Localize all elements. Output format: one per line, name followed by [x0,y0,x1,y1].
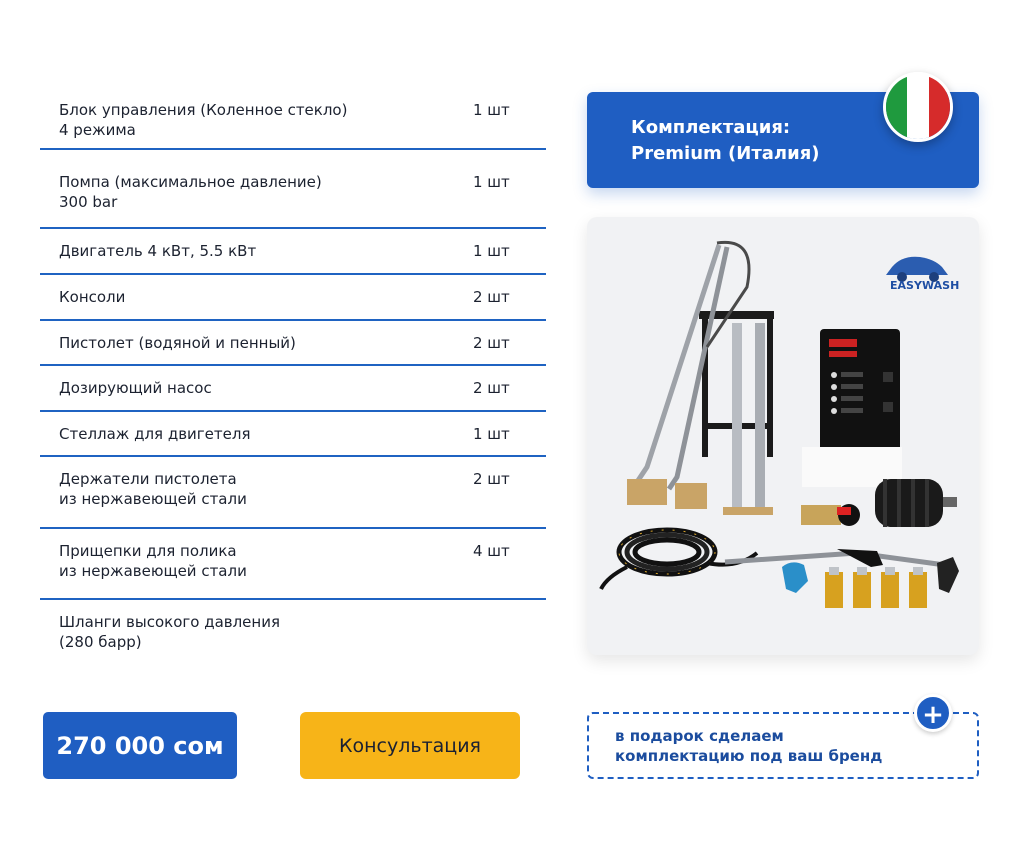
spec-name: Держатели пистолета из нержавеющей стали [59,470,247,508]
spec-qty: 4 шт [473,542,510,560]
spec-name: Консоли [59,288,126,306]
spec-name: Шланги высокого давления (280 барр) [59,613,280,651]
equipment-illustration [587,217,979,655]
spec-row [40,229,546,275]
svg-text:WASH: WASH [922,279,960,292]
spec-name: Двигатель 4 кВт, 5.5 кВт [59,242,257,260]
price-badge: 270 000 сом [43,712,237,779]
easy-wash-logo [886,257,959,292]
spec-qty: 1 шт [473,173,510,191]
spec-row [40,412,546,457]
control-unit [802,329,902,487]
spec-name: Дозирующий насос [59,379,212,397]
spec-row [40,529,546,600]
spec-qty: 2 шт [473,379,510,397]
spec-name: Стеллаж для двигетеля [59,425,251,443]
spec-name: Прищепки для полика из нержавеющей стали [59,542,247,580]
spec-qty: 1 шт [473,101,510,119]
kit-label: Комплектация: [631,117,791,138]
svg-text:EASY: EASY [890,279,922,292]
spec-qty: 2 шт [473,470,510,488]
plus-icon: + [914,694,952,732]
gun-holders [825,567,927,608]
spec-table [40,78,546,670]
consultation-button[interactable]: Консультация [300,712,520,779]
spec-row [40,321,546,366]
spec-qty: 2 шт [473,334,510,352]
spec-row [40,600,546,670]
console-poles [723,323,773,515]
italy-flag-icon [883,72,953,142]
spec-qty: 1 шт [473,242,510,260]
motor [875,479,957,527]
spec-qty: 1 шт [473,425,510,443]
spec-name: Помпа (максимальное давление) 300 bar [59,173,322,211]
pump [801,504,860,526]
spec-name: Блок управления (Коленное стекло) 4 режима [59,101,348,139]
kit-value: Premium (Италия) [631,143,820,164]
spec-row [40,366,546,412]
spec-row [40,150,546,229]
spec-name: Пистолет (водяной и пенный) [59,334,296,352]
product-photo [587,217,979,655]
gift-text: в подарок сделаем комплектацию под ваш бренд [615,727,883,765]
spec-row [40,78,546,150]
spec-row [40,275,546,321]
spec-qty: 2 шт [473,288,510,306]
spec-row [40,457,546,529]
